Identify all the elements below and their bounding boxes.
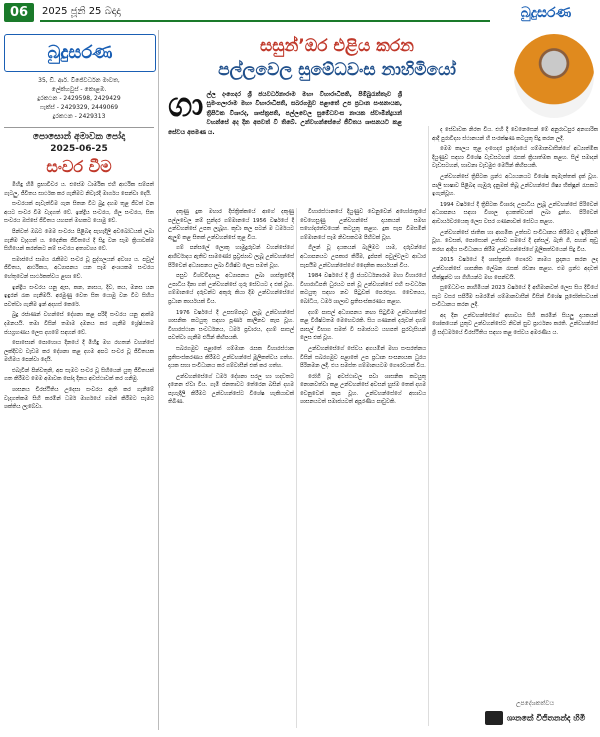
fax-line: ෆැක්ස් - 2429329, 2449069 [39,104,119,111]
paragraph: දහම් පාසල් අධ්‍යාපනය නඟා සිටුවීම උන්වහන්සේ කළ විශිෂ්ටතම මෙහෙවරකි. සිය ගණනක් දරුවන් දහම් පාසල් විභාග සමත් වී සමාජයට යහපත් පුරවැසියන් ලෙස එක් වූහ. [300,309,426,342]
drop-cap: ගා [168,90,204,125]
address-line: 35, ඩී. ආර්. විජේවර්ධන මාවත, [38,77,120,84]
article-intro [168,90,402,200]
paper-logo: බුදුසරණ [4,34,156,72]
paragraph: බුදු රජාණන් වහන්සේ දේශනා කළ පරිදි සංවරය යනු ආත්ම දමනයයි. තමා විසින් තමාම දමනය කර ගැනීම ශ්‍රේෂ්ඨතම ජයග්‍රහණය ලෙස දහමේ සඳහන් වේ. [4,312,154,336]
editorial-title: පොසොන් අමාවක පෝදා [32,132,126,142]
divider [4,127,154,128]
top-rule [40,20,490,22]
paragraph: ද සේවාවක නිරත විය. එහි දී වෙනෙසෙන් මේ අනුරාධපුර අනගාරික ආදී පුරාවිද්‍යා ස්ථානයන් හි සංරක්ෂණ කටයුතු සිදු කරන ලදී. [432,127,598,142]
paragraph: උන්වහන්සේගේ සේවය අගයමින් මහා සංඝරත්නය විසින් සබරගමුව පළාතේ උප ප්‍රධාන සංඝනායක ධුරය පිරිනමන ලදී. එය සමස්ත ගම්මානයටම ගෞරවයක් විය. [300,345,426,370]
column-divider [158,30,159,730]
article [162,30,598,735]
column-rule [428,126,429,726]
headline-line-1: සසුන්’ඔර එළිය කරන [260,36,414,56]
article-column-1 [168,208,294,733]
paragraph: ගම් පන්සලේ ලොකු හාමුදුරුවන් වහන්සේගේ ආශීර්වාදය ඇතිව සාමණේර ප්‍රව්‍රජ්‍යාව ලැබූ උන්වහන්සේ පිරිවෙන් අධ්‍යාපනය ලබා විශිෂ්ට ලෙස සමත් වූහ. [168,245,294,269]
paragraph: පසුව විශ්වවිද්‍යාල අධ්‍යාපනය ලබා ශාස්ත්‍රවේදී උපාධිය දිනා ගත් උන්වහන්සේ ගුරු සේවයට ද එක් වූහ. ගම්මානයේ දරුවන්ට අකුරු කියා දීම උන්වහන්සේගේ ප්‍රධාන කාර්යයක් විය. [168,273,294,305]
contact-block [4,76,154,121]
issue-date: 2025 ජූනි 25 බදාදා [42,6,121,17]
paragraph: සුමේධවංස නාහිමියන් 2023 වර්ෂයේ දී අභිමානවත් ලෙස සිය දිවියේ සැට වසර සපිරීම සමරමින් ගම්මානවාසීන් විසින් විශේෂ පූජෝත්සවයක් සංවිධානය කරන ලදී. [432,285,598,309]
editorial-body [4,181,154,737]
paragraph: 1984 වර්ෂයේ දී ශ්‍රී ජයවර්ධනාරාම මහා විහාරයේ විහාරාධිපති ධුරයට පත් වූ උන්වහන්සේ එහි සංවර්ධන කටයුතු සඳහා නව පිටුවක් පෙරළූහ. චෛත්‍යය, බෝධිය, ධර්ම ශාලාව ප්‍රතිසංස්කරණය කළහ. [300,273,426,305]
paragraph: ඉන්ද්‍රිය සංවරය යනු ඇස, කන, නාසය, දිව, කය, මනස යන ඉඳුරන් රැක ගැනීමයි. අරමුණු වෙත සිත යොමු වන විට සිහිය පවත්වා ගැනීම ඉන් අදහස් කෙරේ. [4,284,154,308]
paragraph: 1994 වර්ෂයේ දී ත්‍රිපිටක විශාරද උපාධිය ලැබූ උන්වහන්සේ පිරිවෙන් අධ්‍යාපනය සඳහා විශාල දායකත්වයක් ලබා දුන්හ. පිරිවෙන් ආචාර්යවරයෙකු ලෙස වසර ගණනාවක් සේවය කළහ. [432,201,598,225]
author-byline [472,700,598,730]
paragraph: මිහිඳු හිමි ප්‍රභාවිවර ය. එසේම ධාර්මික එහි ආර්ථික සම්පත් ගැටලු, ජීවිතය සාර්ථක කර ගැනීමට නිවැරදි මාර්ගය පෙන්වා දෙයි. [4,182,154,197]
masthead-logo: බුදුසරණ [520,5,572,21]
address-line: ලේක්හවුස් - කොළඹ. [51,86,107,93]
headline-line-2: පල්ලවෙල සුමේධවංස නාහිමියෝ [218,60,456,80]
paragraph: ශාසනය චිරස්ථිතිය උදෙසා සංවරය ඇති කර ගැනීමේ වැදගත්කම සිහි කරමින් ධර්ම මාර්ගයේ ගමන් කිරීමට සැමට ශක්තිය ලැබේවා. [4,387,154,411]
paragraph: 2015 වර්ෂයේ දී ශාස්ත්‍රපති ගෞරව නාමය ප්‍රදානය කරන ලද උන්වහන්සේ ශාසනික ලේඛන රැසක් රචනා කළහ. එම ග්‍රන්ථ අදටත් භික්ෂූන්ට හා ගිහියන්ට මඟ පෙන්වයි. [432,257,598,281]
paragraph: 1976 වර්ෂයේ දී උපසම්පදාව ලැබූ උන්වහන්සේ ශාසනික කටයුතු සඳහා පූර්ණ කාලීනව කැප වූහ. විහාරස්ථාන සංවර්ධනය, ධර්ම ප්‍රචාරය, දහම් පාසල් පවත්වා ගැනීම එයින් කිහිපයකි. [168,309,294,342]
paragraph: උන්වහන්සේගේ ධර්ම දේශනා සරල හා හදවතට දැනෙන ඒවා විය. ගැමි ජනතාවට තේරෙන බසින් දහම පැහැදිලි කිරීමට උන්වහන්සේට විශේෂ හැකියාවක් තිබිණ. [168,373,294,406]
paragraph: විහාරස්ථානයේ දියුණුව වෙනුවෙන් අහෝරාත්‍රයේ වෙහෙසුණු උන්වහන්සේ දායකයන් සමඟ සහෝදරත්වයෙන් කටයුතු කළහ. දුක සැප විමසමින් ගම්මානයේ සෑම නිවසකටම පිහිටක් වූහ. [300,209,426,241]
paragraph: සමාජයේ සාමය රැකීමට සංවර වූ පුද්ගලයන් අවශ්‍ය ය. පවුල් ජීවිතය, ආර්ථිකය, අධ්‍යාපනය යන සෑම අංශයකම සංවරය හේතුවෙන් සාර්ථකත්වය ළඟා වේ. [4,256,154,280]
paragraph: පින්වත් ඔබට මෙම සංවරය පිළිබඳ පැහැදිලි අවබෝධයක් ලබා ගැනීම වැදගත් ය. දෛනික ජීවිතයේ දී සිදු වන සෑම ක්‍රියාවක්ම සිහියෙන් කරන්නට නම් සංවරය අත්‍යවශ්‍ය වේ. [4,228,154,253]
byline-name-row [472,711,598,725]
byline-role: උපදේශකත්වය [515,700,555,707]
paragraph: දකුණු දුක මහාර දිස්ත්‍රික්කයේ ආගේ දකුණු පල්ලවෙල නම් සුන්දර ගම්මානයේ 1956 වර්ෂයේ දී උන්වහන්සේ උපත ලැබූහ. කුඩා කල පටන් ම ධර්මයට ඇලුම් කළ සිතක් උන්වහන්සේ තුළ විය. [168,209,294,241]
pen-icon [485,711,503,725]
paragraph: උන්වහන්සේ ජාතික හා ආගමික උත්සව සංවිධානය කිරීමට ද ඉදිරිපත් වූහ. වෙසක්, පොසොන් උත්සව සමයේ දී දන්සල්, බැති ගී, පහන් කූඩු තරඟ ආදිය සංවිධානය කිරීම උන්වහන්සේගේ මූලිකත්වයෙන් සිදු විය. [432,229,598,253]
editorial-heading: සංවර වීම [46,157,112,176]
article-column-3 [432,126,598,691]
article-column-2 [300,208,426,733]
paragraph: අද දින උන්වහන්සේගේ අභාවය සිහි කරමින් සියලු දායකයන් ශෝකයෙන් යුතුව උන්වහන්සේට නිවන් සුව ප්‍රාර්ථනා කරති. උන්වහන්සේ ශ්‍රී සද්ධර්මයේ චිරස්ථිතිය සඳහා කළ සේවය අමරණීය ය. [432,312,598,337]
byline-name: ශානකේ විජිතනන්ද හිමි [506,713,586,723]
intro-paragraph: ල්ල දංගෙදර ශ්‍රී ජයවර්ධනාරාම මහා විහාරාධිපති, පිම්බුරැත්තෑව ශ්‍රී සුමංගලාරාම මහා විහාරාධිපති, සබරගමුව පළාතේ උප ප්‍රධාන සංඝනායක, ත්‍රිපිටක විශාරද, ශාස්ත්‍රපති, පල්ලවෙල සුමේධවංස නායක ස්වාමීන්ද්‍රයන් වහන්සේ අද දින අපවත් වී තිබේ. උන්වහන්සේගේ ජීවිතය ශාසනයට කළ සේවය අපමණ ය. [168,91,402,136]
paragraph: උන්වහන්සේ ත්‍රිපිටක ග්‍රන්ථ අධ්‍යයනයට විශේෂ කැමැත්තක් දැක් වූහ. පාලි භාෂාව පිළිබඳ ගැඹුරු දැනුමක් තිබූ උන්වහන්සේ ශිෂ්‍ය භික්ෂූන් රැසකට ඉගැන්වූහ. [432,173,598,198]
editorial-date: 2025-06-25 [50,144,108,154]
paragraph: ගිලන් වූ දායකයන් බැලීමට යාම, දරුවන්ගේ අධ්‍යාපනයට උපකාර කිරීම, දුප්පත් පවුල්වලට ආධාර සැපයීම උන්වහන්සේගේ දෛනික කාර්යයන් විය. [300,245,426,269]
paragraph: එබැවින් පින්වතුනි, අප සැමට සංවර වූ සිහියෙන් යුතු ජීවිතයක් ගත කිරීමට මෙම අමාවක පෝදා දිනය අවස්ථාවක් කර ගනිමු. [4,367,154,383]
page-number: 06 [4,3,34,22]
paragraph: සංවරයක් පැවැත්වීම ගැන සිතන විට බුදු දහම තුළ ජීවත් වන අයට සංවර වීම වැදගත් වේ. ඉන්ද්‍රිය සංවරය, ශීල සංවරය, සිත සංවරය ඔස්සේ ජීවිතය යහපත් මඟකට යොමු වේ. [4,201,154,225]
phone-line: දුරකථන - 2429313 [52,113,106,120]
monk-portrait-photo [514,34,594,118]
paragraph: සබරගමුව පළාතේ ගම්මාන රැසක විහාරස්ථාන ප්‍රතිසංස්කරණය කිරීමට උන්වහන්සේ මූලිකත්වය ගත්හ. දායක සභා සංවිධානය කර ගම්වාසීන් එක් කර ගත්හ. [168,345,294,370]
left-column [4,34,154,734]
phone-line: දුරකථන - 2429598, 2429429 [37,95,121,102]
top-bar [0,0,600,26]
column-rule [296,208,297,728]
paragraph: පොසොන් පොහොය දිනයේ දී මිහිඳු මහ රහතන් වහන්සේ ලක්දිවට වැඩම කර දේශනා කළ දහම අපට සංවර වූ ජීවිතයක මහිමය පෙන්වා දෙයි. [4,340,154,364]
paragraph: රෝගී වූ අවස්ථාවල පවා ශාසනික කටයුතු නොනවත්වා කළ උන්වහන්සේ අවසන් හුස්ම තෙක් දහම වෙනුවෙන් කැප වූහ. උන්වහන්සේගේ අභාවය ශාසනයටත් සමාජයටත් අපූරණීය පාඩුවකි. [300,373,426,406]
paragraph: මෙම කාලය තුළ දංගෙදර ප්‍රදේශයේ ගම්මානවාසීන්ගේ අධ්‍යාත්මික දියුණුව සඳහා විශේෂ වැඩසටහන් රැසක් ක්‍රියාත්මක කළහ. සිල් සමාදන් වැඩසටහන්, භාවනා වැඩමුළු මෙයින් කිහිපයකි. [432,146,598,170]
